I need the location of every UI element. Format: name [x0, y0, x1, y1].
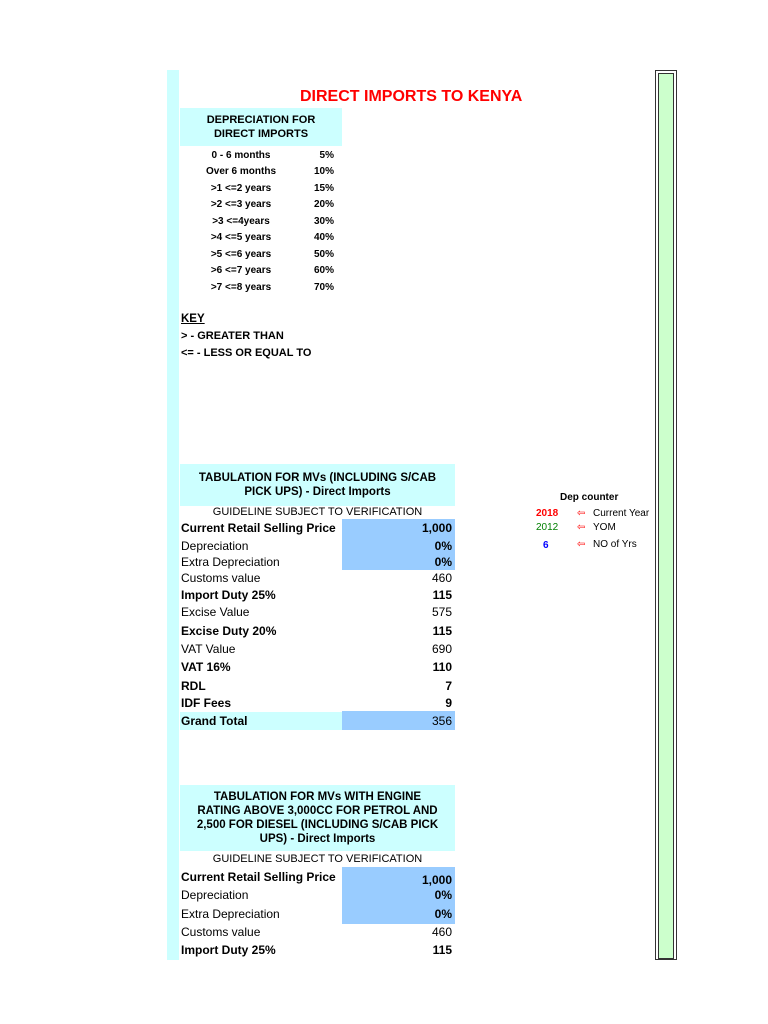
- dep-counter-title: Dep counter: [560, 492, 619, 503]
- dep-value: 60%: [313, 265, 334, 276]
- table-row: [180, 868, 455, 885]
- row-value: 460: [431, 925, 452, 939]
- row-value: 115: [432, 624, 452, 638]
- row-label: VAT 16%: [181, 660, 231, 674]
- no-of-years-label: NO of Yrs: [593, 539, 637, 550]
- table2-guideline: GUIDELINE SUBJECT TO VERIFICATION: [212, 853, 423, 865]
- row-label: Depreciation: [181, 539, 249, 553]
- dep-label: >4 <=5 years: [210, 232, 272, 243]
- dep-label: >3 <=4years: [212, 216, 270, 227]
- depreciation-value[interactable]: 0%: [434, 539, 452, 553]
- table-row: [180, 658, 455, 675]
- row-label: Extra Depreciation: [181, 555, 280, 569]
- dep-value: 15%: [313, 183, 334, 194]
- row-value: 460: [431, 571, 452, 585]
- row-value: 115: [432, 943, 452, 957]
- left-arrow-icon: ⇦: [577, 539, 586, 550]
- depreciation-header: DEPRECIATION FOR DIRECT IMPORTS: [180, 108, 342, 146]
- row-label: Extra Depreciation: [181, 907, 280, 921]
- dep-label: >5 <=6 years: [210, 249, 272, 260]
- row-label: Customs value: [181, 925, 261, 939]
- retail-price-value[interactable]: 1,000: [421, 521, 452, 535]
- table-row: [180, 677, 455, 694]
- grand-total-row: [180, 712, 455, 729]
- row-label: Customs value: [181, 571, 261, 585]
- dep-label: >2 <=3 years: [210, 199, 272, 210]
- row-label: Current Retail Selling Price: [181, 521, 336, 535]
- dep-row: [182, 181, 342, 197]
- left-arrow-icon: ⇦: [577, 522, 586, 533]
- row-value: 9: [445, 696, 452, 710]
- yom-label: YOM: [593, 522, 616, 533]
- dep-value: 20%: [313, 199, 334, 210]
- left-strip: [167, 70, 179, 960]
- dep-value: 70%: [313, 282, 334, 293]
- dep-label: 0 - 6 months: [211, 150, 271, 161]
- dep-row: [182, 280, 342, 296]
- dep-label: >7 <=8 years: [210, 282, 272, 293]
- row-label: Excise Value: [181, 605, 250, 619]
- table-row: [180, 553, 455, 570]
- current-year-label: Current Year: [593, 508, 650, 519]
- key-line-less-equal: <= - LESS OR EQUAL TO: [181, 347, 312, 359]
- extra-depreciation-value[interactable]: 0%: [434, 555, 452, 569]
- right-green-bar-inner: [658, 73, 674, 959]
- row-value: 575: [431, 605, 452, 619]
- row-label: RDL: [181, 679, 206, 693]
- yom-value[interactable]: 2012: [536, 522, 559, 533]
- dep-row: [182, 214, 342, 230]
- row-label: Depreciation: [181, 888, 249, 902]
- depreciation-value[interactable]: 0%: [434, 888, 452, 902]
- table-row: [180, 603, 455, 620]
- table1-header: TABULATION FOR MVs (INCLUDING S/CAB PICK UPS) - Direct Imports: [180, 464, 455, 506]
- dep-row: [182, 148, 342, 164]
- dep-label: >6 <=7 years: [210, 265, 272, 276]
- right-green-bar: [655, 70, 677, 960]
- dep-row: [182, 247, 342, 263]
- table2-header: TABULATION FOR MVs WITH ENGINE RATING ABOVE 3,000CC FOR PETROL AND 2,500 FOR DIESEL (INCLUDING S/CAB PICK UPS) - Direct Imports: [180, 785, 455, 851]
- dep-row: [182, 230, 342, 246]
- key-line-greater: > - GREATER THAN: [181, 330, 284, 342]
- table-row: [180, 519, 455, 536]
- row-label: Import Duty 25%: [181, 943, 276, 957]
- key-title: KEY: [181, 313, 205, 325]
- row-label: Current Retail Selling Price: [181, 870, 336, 884]
- dep-label: Over 6 months: [205, 166, 277, 177]
- dep-value: 40%: [313, 232, 334, 243]
- row-value: 110: [432, 660, 452, 674]
- page-title: DIRECT IMPORTS TO KENYA: [300, 88, 523, 105]
- table-row: [180, 569, 455, 586]
- dep-row: [182, 197, 342, 213]
- no-of-years-value: 6: [543, 540, 549, 551]
- left-arrow-icon: ⇦: [577, 508, 586, 519]
- table-row: [180, 923, 455, 940]
- row-label: IDF Fees: [181, 696, 232, 710]
- dep-value: 30%: [313, 216, 334, 227]
- row-value: 7: [445, 679, 452, 693]
- row-value: 115: [432, 588, 452, 602]
- row-label: VAT Value: [181, 642, 236, 656]
- row-label: Excise Duty 20%: [181, 624, 277, 638]
- grand-total-value: 356: [431, 714, 452, 728]
- dep-row: [182, 263, 342, 279]
- dep-row: [182, 164, 342, 180]
- table-row: [180, 886, 455, 903]
- row-label: Grand Total: [181, 714, 248, 728]
- retail-price-value[interactable]: 1,000: [421, 873, 452, 887]
- extra-depreciation-value[interactable]: 0%: [434, 907, 452, 921]
- dep-value: 50%: [313, 249, 334, 260]
- dep-value: 5%: [319, 150, 334, 161]
- dep-value: 10%: [313, 166, 334, 177]
- table-row: [180, 586, 455, 603]
- dep-label: >1 <=2 years: [210, 183, 272, 194]
- row-label: Import Duty 25%: [181, 588, 276, 602]
- table-row: [180, 694, 455, 711]
- table1-guideline: GUIDELINE SUBJECT TO VERIFICATION: [212, 506, 423, 518]
- current-year-value[interactable]: 2018: [536, 508, 559, 519]
- row-value: 690: [431, 642, 452, 656]
- table-row: [180, 640, 455, 657]
- table-row: [180, 941, 455, 958]
- table-row: [180, 537, 455, 554]
- table-row: [180, 905, 455, 922]
- table-row: [180, 622, 455, 639]
